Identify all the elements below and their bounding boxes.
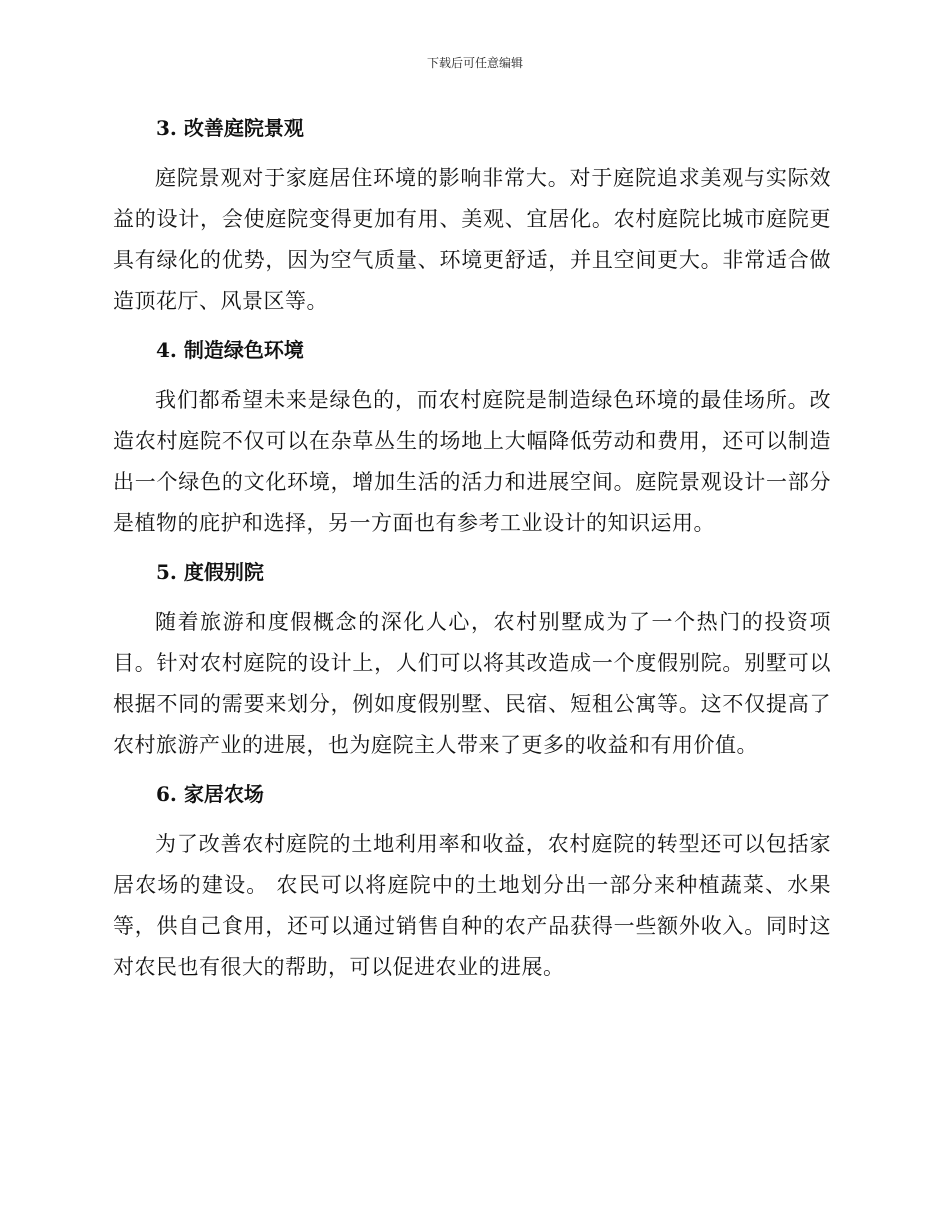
document-content (113, 112, 831, 988)
section-paragraph: 随着旅游和度假概念的深化人心，农村别墅成为了一个热门的投资项目。针对农村庭院的设计上，人们可以将其改造成一个度假别院。别墅可以根据不同的需要来划分，例如度假别墅、民宿、短租公寓等。这不仅提高了农村旅游产业的进展，也为庭院主人带来了更多的收益和有用价值。 (113, 610, 831, 757)
section-heading: 6. 家居农场 (156, 782, 264, 806)
section-improve-courtyard-landscape (113, 112, 831, 322)
section-green-environment (113, 334, 831, 544)
section-heading: 4. 制造绿色环境 (156, 338, 304, 362)
section-home-farm (113, 778, 831, 988)
section-paragraph: 为了改善农村庭院的土地利用率和收益，农村庭院的转型还可以包括家居农场的建设。 农民可以将庭院中的土地划分出一部分来种植蔬菜、水果等，供自己食用，还可以通过销售自种的农产品获得一些额外收入。同时这对农民也有很大的帮助，可以促进农业的进展。 (113, 832, 831, 979)
section-vacation-villa (113, 556, 831, 766)
section-heading: 3. 改善庭院景观 (156, 116, 304, 140)
section-paragraph: 庭院景观对于家庭居住环境的影响非常大。对于庭院追求美观与实际效益的设计，会使庭院变得更加有用、美观、宜居化。农村庭院比城市庭院更具有绿化的优势，因为空气质量、环境更舒适，并且空间更大。非常适合做造顶花厅、风景区等。 (113, 166, 831, 313)
section-paragraph: 我们都希望未来是绿色的，而农村庭院是制造绿色环境的最佳场所。改造农村庭院不仅可以在杂草丛生的场地上大幅降低劳动和费用，还可以制造出一个绿色的文化环境，增加生活的活力和进展空间。庭院景观设计一部分是植物的庇护和选择，另一方面也有参考工业设计的知识运用。 (113, 388, 831, 535)
section-heading: 5. 度假别院 (156, 560, 264, 584)
page-header: 下载后可任意编辑 (426, 56, 523, 70)
